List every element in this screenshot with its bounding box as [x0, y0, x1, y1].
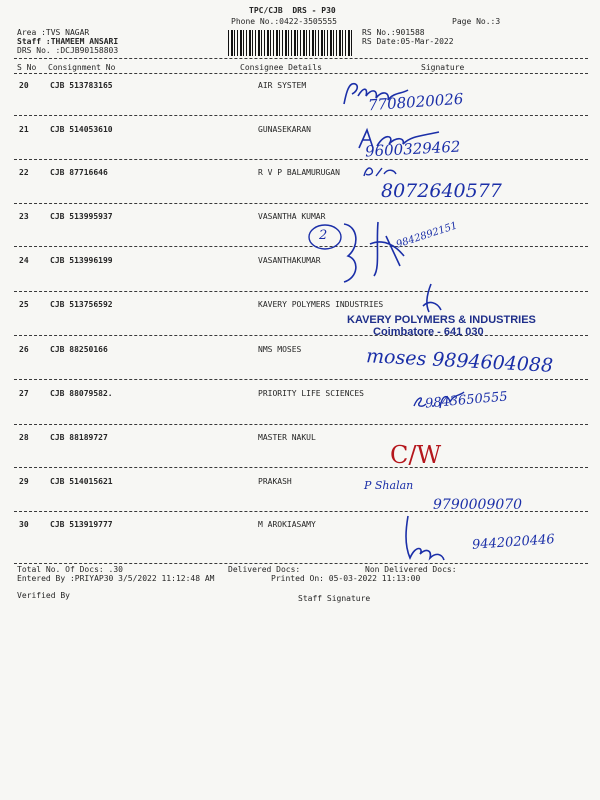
row-sno: 25	[19, 300, 29, 309]
row-divider	[14, 115, 588, 116]
row-divider	[14, 379, 588, 380]
row-divider	[14, 203, 588, 204]
row-consignee: MASTER NAKUL	[258, 433, 316, 442]
printed-on: Printed On: 05-03-2022 11:13:00	[271, 574, 421, 583]
row-sno: 26	[19, 345, 29, 354]
entered-by: Entered By :PRIYAP30 3/5/2022 11:12:48 AM	[17, 574, 215, 583]
barcode	[228, 30, 352, 56]
row-consignment: CJB 513756592	[50, 300, 113, 309]
row-sno: 30	[19, 520, 29, 529]
row-consignee: R V P BALAMURUGAN	[258, 168, 340, 177]
row-consignee: VASANTHAKUMAR	[258, 256, 321, 265]
row-consignment: CJB 513996199	[50, 256, 113, 265]
verified-by: Verified By	[17, 591, 70, 600]
row-sno: 21	[19, 125, 29, 134]
handwritten-phone: 7708020026	[367, 89, 464, 115]
drs-number-field: DRS No. :DCJB90158803	[17, 46, 119, 55]
row-consignee: VASANTHA KUMAR	[258, 212, 326, 221]
row-consignment: CJB 513783165	[50, 81, 113, 90]
row-divider	[14, 563, 588, 564]
row-sno: 20	[19, 81, 29, 90]
column-header-divider	[14, 73, 588, 74]
row-divider	[14, 467, 588, 468]
rs-date-field: RS Date:05-Mar-2022	[362, 37, 454, 46]
staff-signature: Staff Signature	[298, 594, 371, 603]
handwritten-phone: 9790009070	[433, 497, 523, 513]
handwritten-note: moses 9894604088	[365, 345, 554, 377]
column-header-signature: Signature	[421, 63, 465, 72]
handwritten-phone: 9842892151	[394, 220, 459, 251]
signature-scribble	[398, 514, 448, 564]
signature-scribble	[360, 162, 400, 180]
row-consignee: KAVERY POLYMERS INDUSTRIES	[258, 300, 384, 309]
row-consignee: AIR SYSTEM	[258, 81, 307, 90]
row-consignment: CJB 87716646	[50, 168, 108, 177]
row-sno: 22	[19, 168, 29, 177]
handwritten-phone: 9600329462	[364, 137, 461, 161]
row-divider	[14, 335, 588, 336]
row-consignee: GUNASEKARAN	[258, 125, 311, 134]
handwritten-note-cw: C/W	[390, 441, 442, 469]
rs-number-field: RS No.:901588	[362, 28, 425, 37]
company-stamp-line2: Coimbatore - 641 030	[373, 326, 484, 338]
non-delivered-docs: Non Delivered Docs:	[365, 565, 457, 574]
row-sno: 27	[19, 389, 29, 398]
row-divider	[14, 291, 588, 292]
column-header-consignee: Consignee Details	[240, 63, 322, 72]
phone-number: Phone No.:0422-3505555	[231, 17, 337, 26]
row-consignment: CJB 88189727	[50, 433, 108, 442]
handwritten-phone: 9442020446	[471, 532, 556, 553]
document-title: TPC/CJB DRS - P30	[249, 6, 336, 15]
row-consignment: CJB 513995937	[50, 212, 113, 221]
row-sno: 28	[19, 433, 29, 442]
row-sno: 23	[19, 212, 29, 221]
area-field: Area :TVS NAGAR	[17, 28, 90, 37]
row-consignee: M AROKIASAMY	[258, 520, 316, 529]
row-divider	[14, 159, 588, 160]
handwritten-name: P Shalan	[364, 479, 414, 492]
row-sno: 29	[19, 477, 29, 486]
row-consignment: CJB 514015621	[50, 477, 113, 486]
circled-number-label: 2	[319, 228, 328, 243]
row-consignee: NMS MOSES	[258, 345, 302, 354]
row-divider	[14, 246, 588, 247]
staff-field: Staff :THAMEEM ANSARI	[17, 37, 119, 46]
row-sno: 24	[19, 256, 29, 265]
row-consignment: CJB 88250166	[50, 345, 108, 354]
row-consignment: CJB 513919777	[50, 520, 113, 529]
page-number: Page No.:3	[452, 17, 501, 26]
row-divider	[14, 424, 588, 425]
total-docs: Total No. Of Docs: .30	[17, 565, 123, 574]
column-header-consignment: Consignment No	[48, 63, 116, 72]
handwritten-phone: 9843650555	[424, 389, 509, 412]
row-consignment: CJB 514053610	[50, 125, 113, 134]
row-consignee: PRIORITY LIFE SCIENCES	[258, 389, 364, 398]
handwritten-phone: 8072640577	[381, 180, 502, 202]
row-consignee: PRAKASH	[258, 477, 292, 486]
header-divider	[14, 58, 588, 59]
column-header-sno: S No	[17, 63, 37, 72]
company-stamp-line1: KAVERY POLYMERS & INDUSTRIES	[347, 314, 536, 326]
row-consignment: CJB 88079582.	[50, 389, 113, 398]
delivered-docs: Delivered Docs:	[228, 565, 301, 574]
